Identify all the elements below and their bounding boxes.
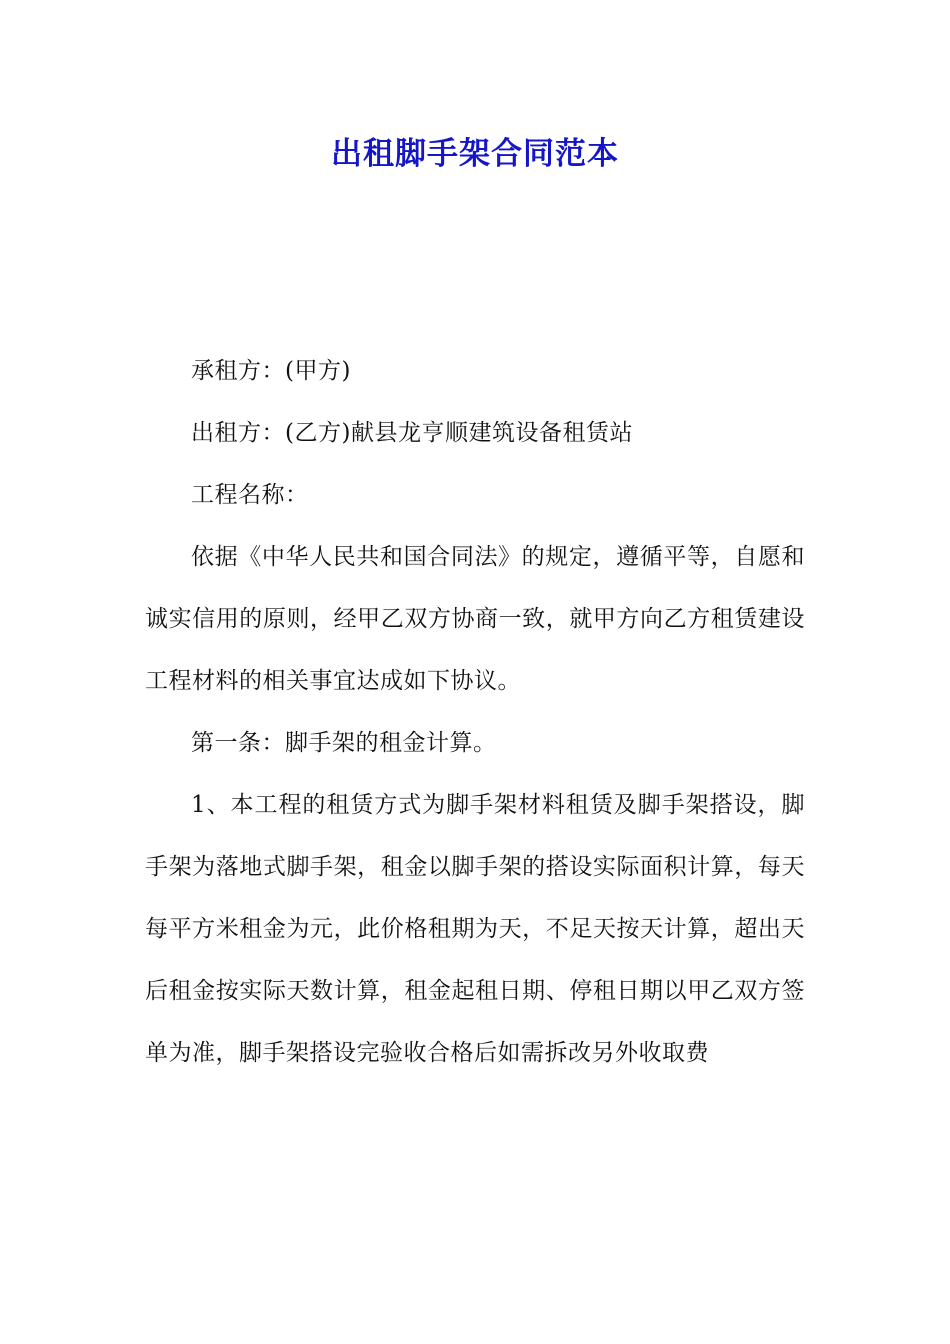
document-title: 出租脚手架合同范本 bbox=[331, 136, 619, 172]
paragraph-lessor: 出租方：(乙方)献县龙亨顺建筑设备租赁站 bbox=[191, 420, 633, 446]
paragraph-lessee: 承租方：(甲方) bbox=[191, 358, 351, 384]
paragraph-project-name: 工程名称： bbox=[191, 482, 309, 508]
paragraph-article-one: 第一条：脚手架的租金计算。 bbox=[191, 730, 497, 756]
document-body bbox=[145, 340, 805, 1084]
paragraph-preamble: 依据《中华人民共和国合同法》的规定，遵循平等，自愿和诚实信用的原则，经甲乙双方协商一致，就甲方向乙方租赁建设工程材料的相关事宜达成如下协议。 bbox=[145, 544, 805, 694]
paragraph-clause-one: 1、本工程的租赁方式为脚手架材料租赁及脚手架搭设，脚手架为落地式脚手架，租金以脚手架的搭设实际面积计算，每天每平方米租金为元，此价格租期为天，不足天按天计算，超出天后租金按实际天数计算，租金起租日期、停租日期以甲乙双方签单为准，脚手架搭设完验收合格后如需拆改另外收取费 bbox=[145, 792, 805, 1066]
